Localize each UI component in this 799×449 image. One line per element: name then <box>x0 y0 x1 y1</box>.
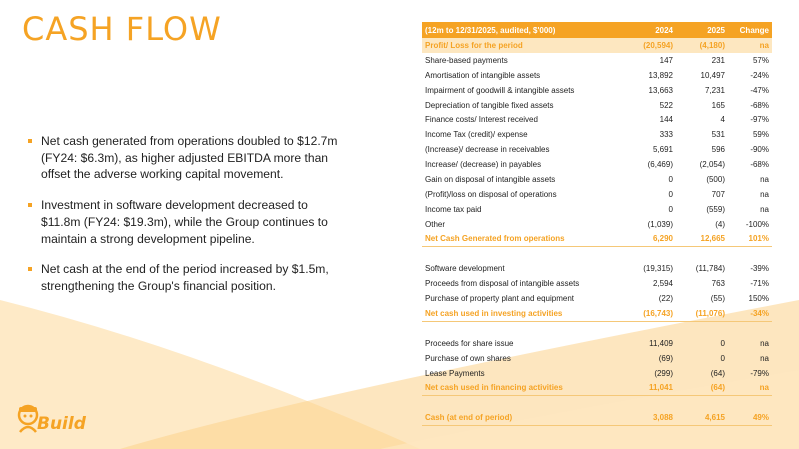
row-label: Purchase of property plant and equipment <box>425 294 574 304</box>
row-value-2024: 333 <box>659 130 673 140</box>
table-spacer-row <box>422 321 772 336</box>
table-row <box>422 112 772 127</box>
row-value-2024: 5,691 <box>652 145 673 155</box>
row-value-2025: (4,180) <box>676 38 728 53</box>
row-change: -68% <box>750 160 769 170</box>
row-value-2024: 144 <box>659 115 673 125</box>
row-value-2024: 3,088 <box>624 411 676 426</box>
row-value-2024 <box>624 396 676 411</box>
row-value-2025: 4,615 <box>676 411 728 426</box>
row-value-2025: (500) <box>706 174 725 184</box>
summary-bullet-list <box>28 133 348 309</box>
table-total-row <box>422 411 772 426</box>
row-value-2024: 147 <box>659 55 673 65</box>
row-change: -71% <box>750 279 769 289</box>
table-row <box>422 291 772 306</box>
row-label: Profit/ Loss for the period <box>422 38 624 53</box>
row-label: Other <box>425 219 446 229</box>
row-label: Cash (at end of period) <box>422 411 624 426</box>
row-change: 57% <box>752 55 769 65</box>
table-total-row <box>422 232 772 247</box>
row-change: na <box>760 353 769 363</box>
row-value-2025: 165 <box>711 100 725 110</box>
row-change: -39% <box>750 264 769 274</box>
table-row <box>422 53 772 68</box>
row-value-2024: (69) <box>658 353 673 363</box>
table-row <box>422 172 772 187</box>
row-value-2024: 11,409 <box>649 338 673 348</box>
header-2025: 2025 <box>676 22 728 38</box>
row-label: Depreciation of tangible fixed assets <box>425 100 554 110</box>
row-label: Lease Payments <box>425 368 485 378</box>
row-change: na <box>728 381 772 396</box>
row-value-2025 <box>676 396 728 411</box>
row-value-2025: (559) <box>706 204 725 214</box>
row-value-2024: 0 <box>668 174 673 184</box>
bullet-text: Net cash generated from operations doubled to $12.7m (FY24: $6.3m), as higher adjusted EBITDA more than offset the adverse working capital movement. <box>41 134 338 182</box>
bullet-square-icon <box>28 203 32 207</box>
row-label: Proceeds for share issue <box>425 338 514 348</box>
table-spacer-row <box>422 396 772 411</box>
row-value-2024: (20,594) <box>624 38 676 53</box>
row-change: na <box>760 338 769 348</box>
table-spacer-row <box>422 246 772 261</box>
table-row <box>422 83 772 98</box>
row-value-2024: (19,315) <box>643 264 673 274</box>
row-change: na <box>760 204 769 214</box>
row-change <box>728 396 772 411</box>
row-value-2024: (1,039) <box>647 219 673 229</box>
table-row <box>422 127 772 142</box>
row-value-2024: 2,594 <box>652 279 673 289</box>
table-row <box>422 351 772 366</box>
row-value-2024: 13,663 <box>648 85 673 95</box>
row-value-2025: 531 <box>711 130 725 140</box>
table-row <box>422 38 772 53</box>
row-change: na <box>760 174 769 184</box>
logo-wordmark: Build <box>37 414 86 434</box>
table-row <box>422 276 772 291</box>
row-change: -97% <box>750 115 769 125</box>
row-label: Gain on disposal of intangible assets <box>425 174 556 184</box>
row-value-2025 <box>676 246 728 261</box>
row-value-2025: 596 <box>711 145 725 155</box>
row-label: Amortisation of intangible assets <box>425 70 541 80</box>
row-change: 49% <box>728 411 772 426</box>
table-row <box>422 336 772 351</box>
row-change: 59% <box>752 130 769 140</box>
row-change: -34% <box>728 306 772 321</box>
bullet-item <box>28 197 348 247</box>
row-value-2024: (299) <box>654 368 673 378</box>
row-value-2025: 231 <box>711 55 725 65</box>
row-value-2024 <box>624 246 676 261</box>
table-row <box>422 217 772 232</box>
row-label: Increase/ (decrease) in payables <box>425 160 542 170</box>
header-change: Change <box>728 22 772 38</box>
row-change: 150% <box>748 294 769 304</box>
bullet-square-icon <box>28 267 32 271</box>
row-value-2024: 13,892 <box>648 70 673 80</box>
table-row <box>422 157 772 172</box>
row-change: -79% <box>750 368 769 378</box>
row-label: Net cash used in financing activities <box>422 381 624 396</box>
table-row <box>422 202 772 217</box>
row-change: na <box>760 189 769 199</box>
row-label <box>422 396 624 411</box>
row-change: -24% <box>750 70 769 80</box>
header-2024: 2024 <box>624 22 676 38</box>
cash-flow-table-container <box>422 22 772 426</box>
table-row <box>422 68 772 83</box>
row-label: Software development <box>425 264 505 274</box>
row-value-2024: 522 <box>659 100 673 110</box>
row-value-2025: (2,054) <box>699 160 725 170</box>
row-change: na <box>728 38 772 53</box>
row-label: Proceeds from disposal of intangible assets <box>425 279 580 289</box>
table-row <box>422 98 772 113</box>
row-value-2025: (64) <box>710 368 725 378</box>
row-value-2025: 0 <box>720 353 725 363</box>
table-row <box>422 187 772 202</box>
row-value-2025: (11,784) <box>695 264 725 274</box>
row-value-2025: (64) <box>676 381 728 396</box>
page-title: CASH FLOW <box>22 10 222 48</box>
row-change: -68% <box>750 100 769 110</box>
row-value-2025: 4 <box>720 115 725 125</box>
table-total-row <box>422 381 772 396</box>
row-change: 101% <box>728 232 772 247</box>
row-change <box>728 321 772 336</box>
row-value-2024: 0 <box>668 204 673 214</box>
row-label <box>422 246 624 261</box>
row-change: -100% <box>745 219 769 229</box>
bullet-text: Investment in software development decreased to $11.8m (FY24: $19.3m), while the Group continues to maintain a strong development pipeline. <box>41 198 328 246</box>
table-row <box>422 366 772 381</box>
row-value-2025: (4) <box>715 219 725 229</box>
row-value-2024: 11,041 <box>624 381 676 396</box>
row-label: Income tax paid <box>425 204 482 214</box>
row-value-2025: 763 <box>711 279 725 289</box>
row-label: Share-based payments <box>425 55 508 65</box>
row-change <box>728 246 772 261</box>
row-value-2025: (55) <box>710 294 725 304</box>
row-label: Finance costs/ Interest received <box>425 115 538 125</box>
cash-flow-table <box>422 22 772 426</box>
row-value-2025: (11,076) <box>676 306 728 321</box>
row-value-2025 <box>676 321 728 336</box>
row-label: (Profit)/loss on disposal of operations <box>425 189 557 199</box>
bullet-item <box>28 133 348 183</box>
table-row <box>422 142 772 157</box>
row-label: Impairment of goodwill & intangible assets <box>425 85 575 95</box>
row-change: -47% <box>750 85 769 95</box>
table-total-row <box>422 306 772 321</box>
row-label: Income Tax (credit)/ expense <box>425 130 528 140</box>
header-period: (12m to 12/31/2025, audited, $'000) <box>422 22 624 38</box>
row-change: -90% <box>750 145 769 155</box>
row-value-2025: 707 <box>711 189 725 199</box>
row-label: Purchase of own shares <box>425 353 511 363</box>
row-label <box>422 321 624 336</box>
row-value-2024 <box>624 321 676 336</box>
row-value-2025: 10,497 <box>700 70 725 80</box>
bullet-text: Net cash at the end of the period increased by $1.5m, strengthening the Group's financial position. <box>41 262 329 293</box>
bullet-item <box>28 261 348 294</box>
company-logo <box>15 404 86 439</box>
row-value-2024: 0 <box>668 189 673 199</box>
table-row <box>422 261 772 276</box>
row-value-2025: 0 <box>720 338 725 348</box>
row-label: Net Cash Generated from operations <box>422 232 624 247</box>
bullet-square-icon <box>28 139 32 143</box>
row-value-2024: 6,290 <box>624 232 676 247</box>
row-value-2024: (22) <box>658 294 673 304</box>
row-label: Net cash used in investing activities <box>422 306 624 321</box>
row-value-2024: (6,469) <box>647 160 673 170</box>
row-label: (Increase)/ decrease in receivables <box>425 145 550 155</box>
row-value-2024: (16,743) <box>624 306 676 321</box>
row-value-2025: 7,231 <box>704 85 725 95</box>
table-header-row <box>422 22 772 38</box>
row-value-2025: 12,665 <box>676 232 728 247</box>
